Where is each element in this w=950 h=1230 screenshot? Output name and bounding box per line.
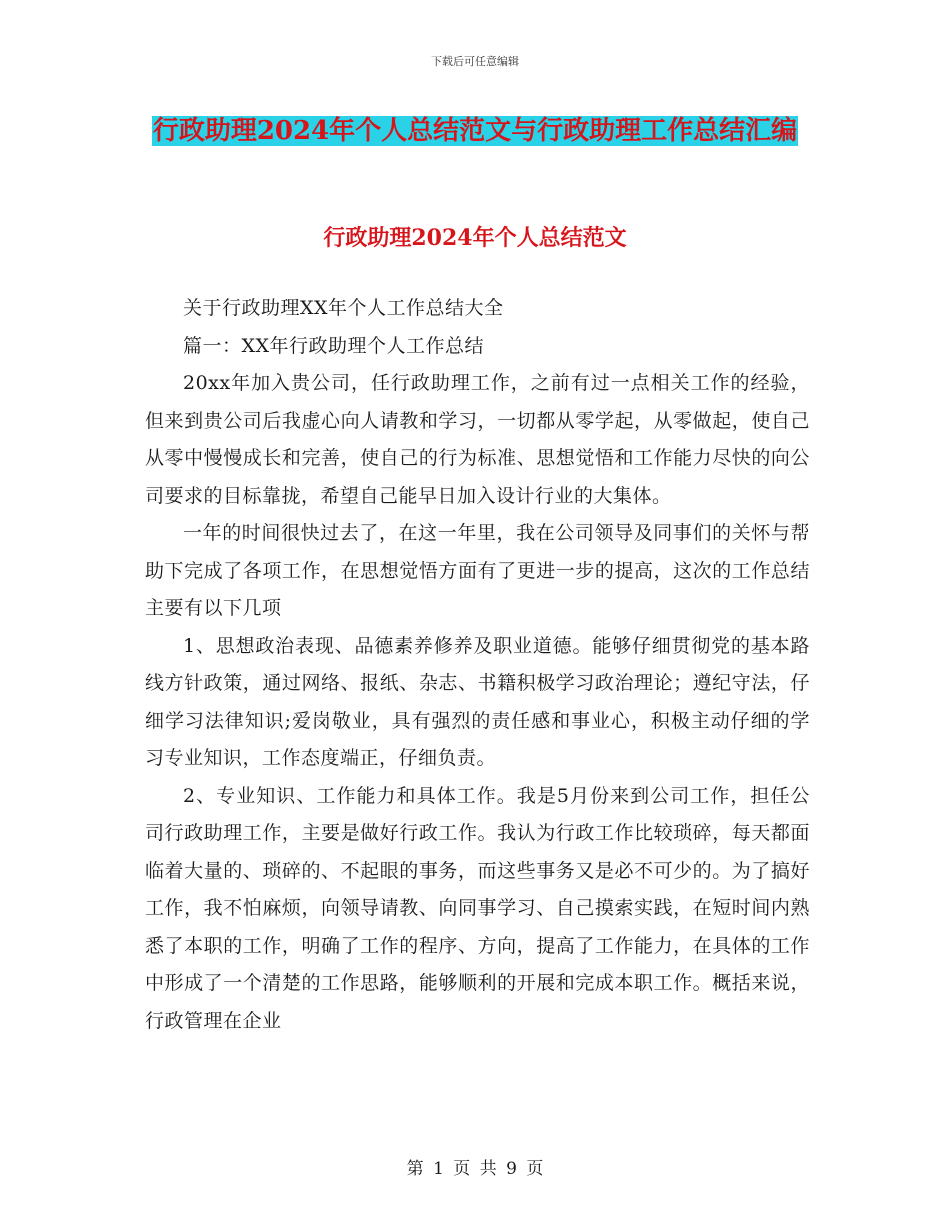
page-footer: 第 1 页 共 9 页 [406, 1159, 544, 1179]
document-title [140, 108, 810, 154]
header-note: 下载后可任意编辑 [431, 55, 519, 68]
body-paragraph: 1、思想政治表现、品德素养修养及职业道德。能够仔细贯彻党的基本路线方针政策，通过网络、报纸、杂志、书籍积极学习政治理论；遵纪守法，仔细学习法律知识;爱岗敬业，具有强烈的责任感和事业心，积极主动仔细的学习专业知识，工作态度端正，仔细负责。 [145, 634, 810, 769]
document-title-text: 行政助理2024年个人总结范文与行政助理工作总结汇编 [152, 116, 798, 146]
body-paragraph: 2、专业知识、工作能力和具体工作。我是5月份来到公司工作，担任公司行政助理工作，主要是做好行政工作。我认为行政工作比较琐碎，每天都面临着大量的、琐碎的、不起眼的事务，而这些事务又是必不可少的。为了搞好工作，我不怕麻烦，向领导请教、向同事学习、自己摸索实践，在短时间内熟悉了本职的工作，明确了工作的程序、方向，提高了工作能力，在具体的工作中形成了一个清楚的工作思路，能够顺利的开展和完成本职工作。概括来说，行政管理在企业 [145, 784, 810, 1032]
body-paragraph: 篇一：XX年行政助理个人工作总结 [183, 334, 485, 357]
document-body [145, 290, 810, 1040]
body-paragraph: 一年的时间很快过去了，在这一年里，我在公司领导及同事们的关怀与帮助下完成了各项工作，在思想觉悟方面有了更进一步的提高，这次的工作总结主要有以下几项 [145, 522, 810, 619]
body-paragraph: 关于行政助理XX年个人工作总结大全 [183, 297, 504, 319]
body-paragraph: 20xx年加入贵公司，任行政助理工作，之前有过一点相关工作的经验，但来到贵公司后我虚心向人请教和学习，一切都从零学起，从零做起，使自己从零中慢慢成长和完善，使自己的行为标准、思想觉悟和工作能力尽快的向公司要求的目标靠拢，希望自己能早日加入设计行业的大集体。 [145, 372, 810, 507]
section-title: 行政助理2024年个人总结范文 [323, 225, 627, 251]
